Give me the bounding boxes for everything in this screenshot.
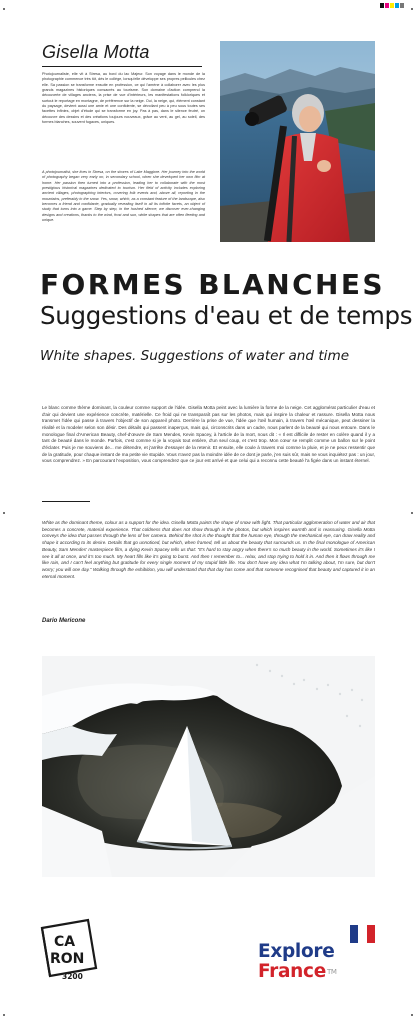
crop-mark-bottom-right xyxy=(411,1014,413,1016)
curator-signature: Dario Mericone xyxy=(42,618,86,624)
crop-mark-left xyxy=(3,512,5,514)
crop-mark-top-left xyxy=(3,8,5,10)
caron-logo-number: 3200 xyxy=(62,972,83,981)
explore-france-line1: Explore xyxy=(258,941,335,962)
portrait-image xyxy=(220,41,375,242)
crop-mark-top-right xyxy=(411,8,413,10)
caron-logo-mark xyxy=(40,918,98,981)
curator-text-english: White as the dominant theme, colour as a support for the idea. Gisella Motta paints the shape of snow with light. That particular agglomeration of water and air that becomes a concrete, material experience. That coldness that does not show through in the photos, but which inspires warmth and is reassuring. Gisella Motta conveys the idea that passes through the lens of her camera. Behind the shot is the thought that the human eye, through the mechanical eye, can draw reality and shape it according to its desire. Details that go unnoticed, but which, when framed, tell us about the beauty that surrounds us. In the final monologue of American Beauty, Sam Mendes' masterpiece film, a dying Kevin Spacey tells us that: "It's hard to stay angry when there's so much beauty in the world. Sometimes it's like I see it all at once, and it's too much. My heart fills like it's going to burst. And then I remember to... relax, and stop trying to hold it in. And then it flows through me like rain, and I can't feel anything but gratitude for every single moment of my stupid little life. You don't have any idea what I'm talking about, I'm sure, but don't worry; you will one day." Walking through the exhibition, you will understand that that day has come and that someone recognised that beauty and captured it in an eternal moment. xyxy=(42,520,375,579)
print-color-bar xyxy=(380,3,404,8)
crop-mark-right xyxy=(411,512,413,514)
crop-mark-bottom-left xyxy=(3,1014,5,1016)
exhibition-subtitle: Suggestions d'eau et de temps xyxy=(40,301,413,330)
curator-text-french: Le blanc comme thème dominant, la couleur comme support de l'idée. Gisella Motta peint avec la lumière la forme de la neige. Cet agglomérat particulier d'eau et d'air qui devient une expérience concrète, matérielle. Ce froid qui ne transparaît pas sur les photos, mais qui inspire la chaleur et rassure. Gisella Motta nous transmet l'idée qui passe à travers l'objectif de son appareil photo. Derrière la prise de vue, l'idée que l'œil humain, à travers l'œil mécanique, peut dessiner la réalité et la modeler selon son désir. Des détails qui passent inaperçus, mais qui, circonscrits dans un cadre, nous parlent de la beauté qui nous entoure. Dans le monologue final d'American Beauty, chef-d'œuvre de Sam Mendes, Kevin Spacey, à l'article de la mort, nous dit : « Il est difficile de rester en colère quand il y a tant de beauté dans le monde. Parfois, c'est comme si je la voyais tout entière, d'un seul coup, et c'est trop. Mon cœur se remplit comme un ballon sur le point d'éclater. Puis je me souviens de... me détendre, et j'arrête d'essayer de la retenir. Et ensuite, elle coule à travers moi comme la pluie, et je ne peux ressentir que de la gratitude, pour chaque instant de ma petite vie stupide. Vous n'avez pas la moindre idée de ce dont je parle, j'en suis sûr, mais ne vous inquiétez pas : un jour, vous comprendrez. » En parcourant l'exposition, vous comprendrez que ce jour est arrivé et que celui qui a reconnu cette beauté l'a figée dans un instant éternel. xyxy=(42,405,375,464)
snow-ice-image xyxy=(42,656,375,877)
french-flag-icon xyxy=(350,925,375,943)
caron-logo xyxy=(40,918,98,981)
photographer-portrait xyxy=(220,41,375,242)
caron-logo-line1: CA xyxy=(54,934,76,950)
explore-france-logo xyxy=(258,942,337,982)
exhibition-title: FORMES BLANCHES xyxy=(40,268,385,301)
bio-english: A photojournalist, she lives in Stresa, on the shores of Lake Maggiore. Her journey into the world of photography began very early on, in secondary school, when she developed her own film at home. Her passion then turned into a profession, leading her to collaborate with the most prestigious historical magazines dedicated to tourism. Her field of activity includes exploring ancient villages, photographing interiors, covering folk events and, above all, reporting in the mountains, preferably in the snow. Yes, snow, which, as a constant feature of the landscape, also becomes a friend and confidante, gradually revealing itself in all its infinite facets, an object of study that turns into a game. Step by step, in the hushed silence, we discover ever-changing designs and creations, thanks to the wind, frost and sun, white shapes that are often fleeting and unique. xyxy=(42,170,205,223)
author-divider xyxy=(42,66,202,67)
snow-photograph xyxy=(42,656,375,877)
section-divider xyxy=(42,501,90,502)
bio-french: Photojournaliste, elle vit à Stresa, au bord du lac Majeur. Son voyage dans le monde de la photographie commence très tôt, dès le collège, lorsqu'elle développe ses propres pellicules chez elle. Sa passion se transforme ensuite en profession, ce qui l'amène à collaborer avec les plus grands magazines historiques consacrés au tourisme. Son domaine d'action comprend la découverte de villages anciens, la prise de vue d'intérieurs, les manifestations folkloriques et surtout le reportage en montagne, de préférence sur la neige. Oui, la neige, qui, élément constant du paysage, devient aussi une amie et une confidente, se dévoilant peu à peu sous toutes ses facettes infinies, objet d'étude qui se transforme en joy. Pas à pas, dans le silence feutré, on découvre des dessins et des créations toujours nouveaux, grâce au vent, au gel, au soleil, des formes blanches, souvent fugaces, uniques. xyxy=(42,72,205,125)
exhibition-title-english: White shapes. Suggestions of water and time xyxy=(40,348,350,364)
explore-france-line2: France xyxy=(258,961,326,982)
trademark-symbol: TM xyxy=(326,968,337,976)
caron-logo-line2: RON xyxy=(50,951,85,967)
author-name: Gisella Motta xyxy=(42,42,150,62)
